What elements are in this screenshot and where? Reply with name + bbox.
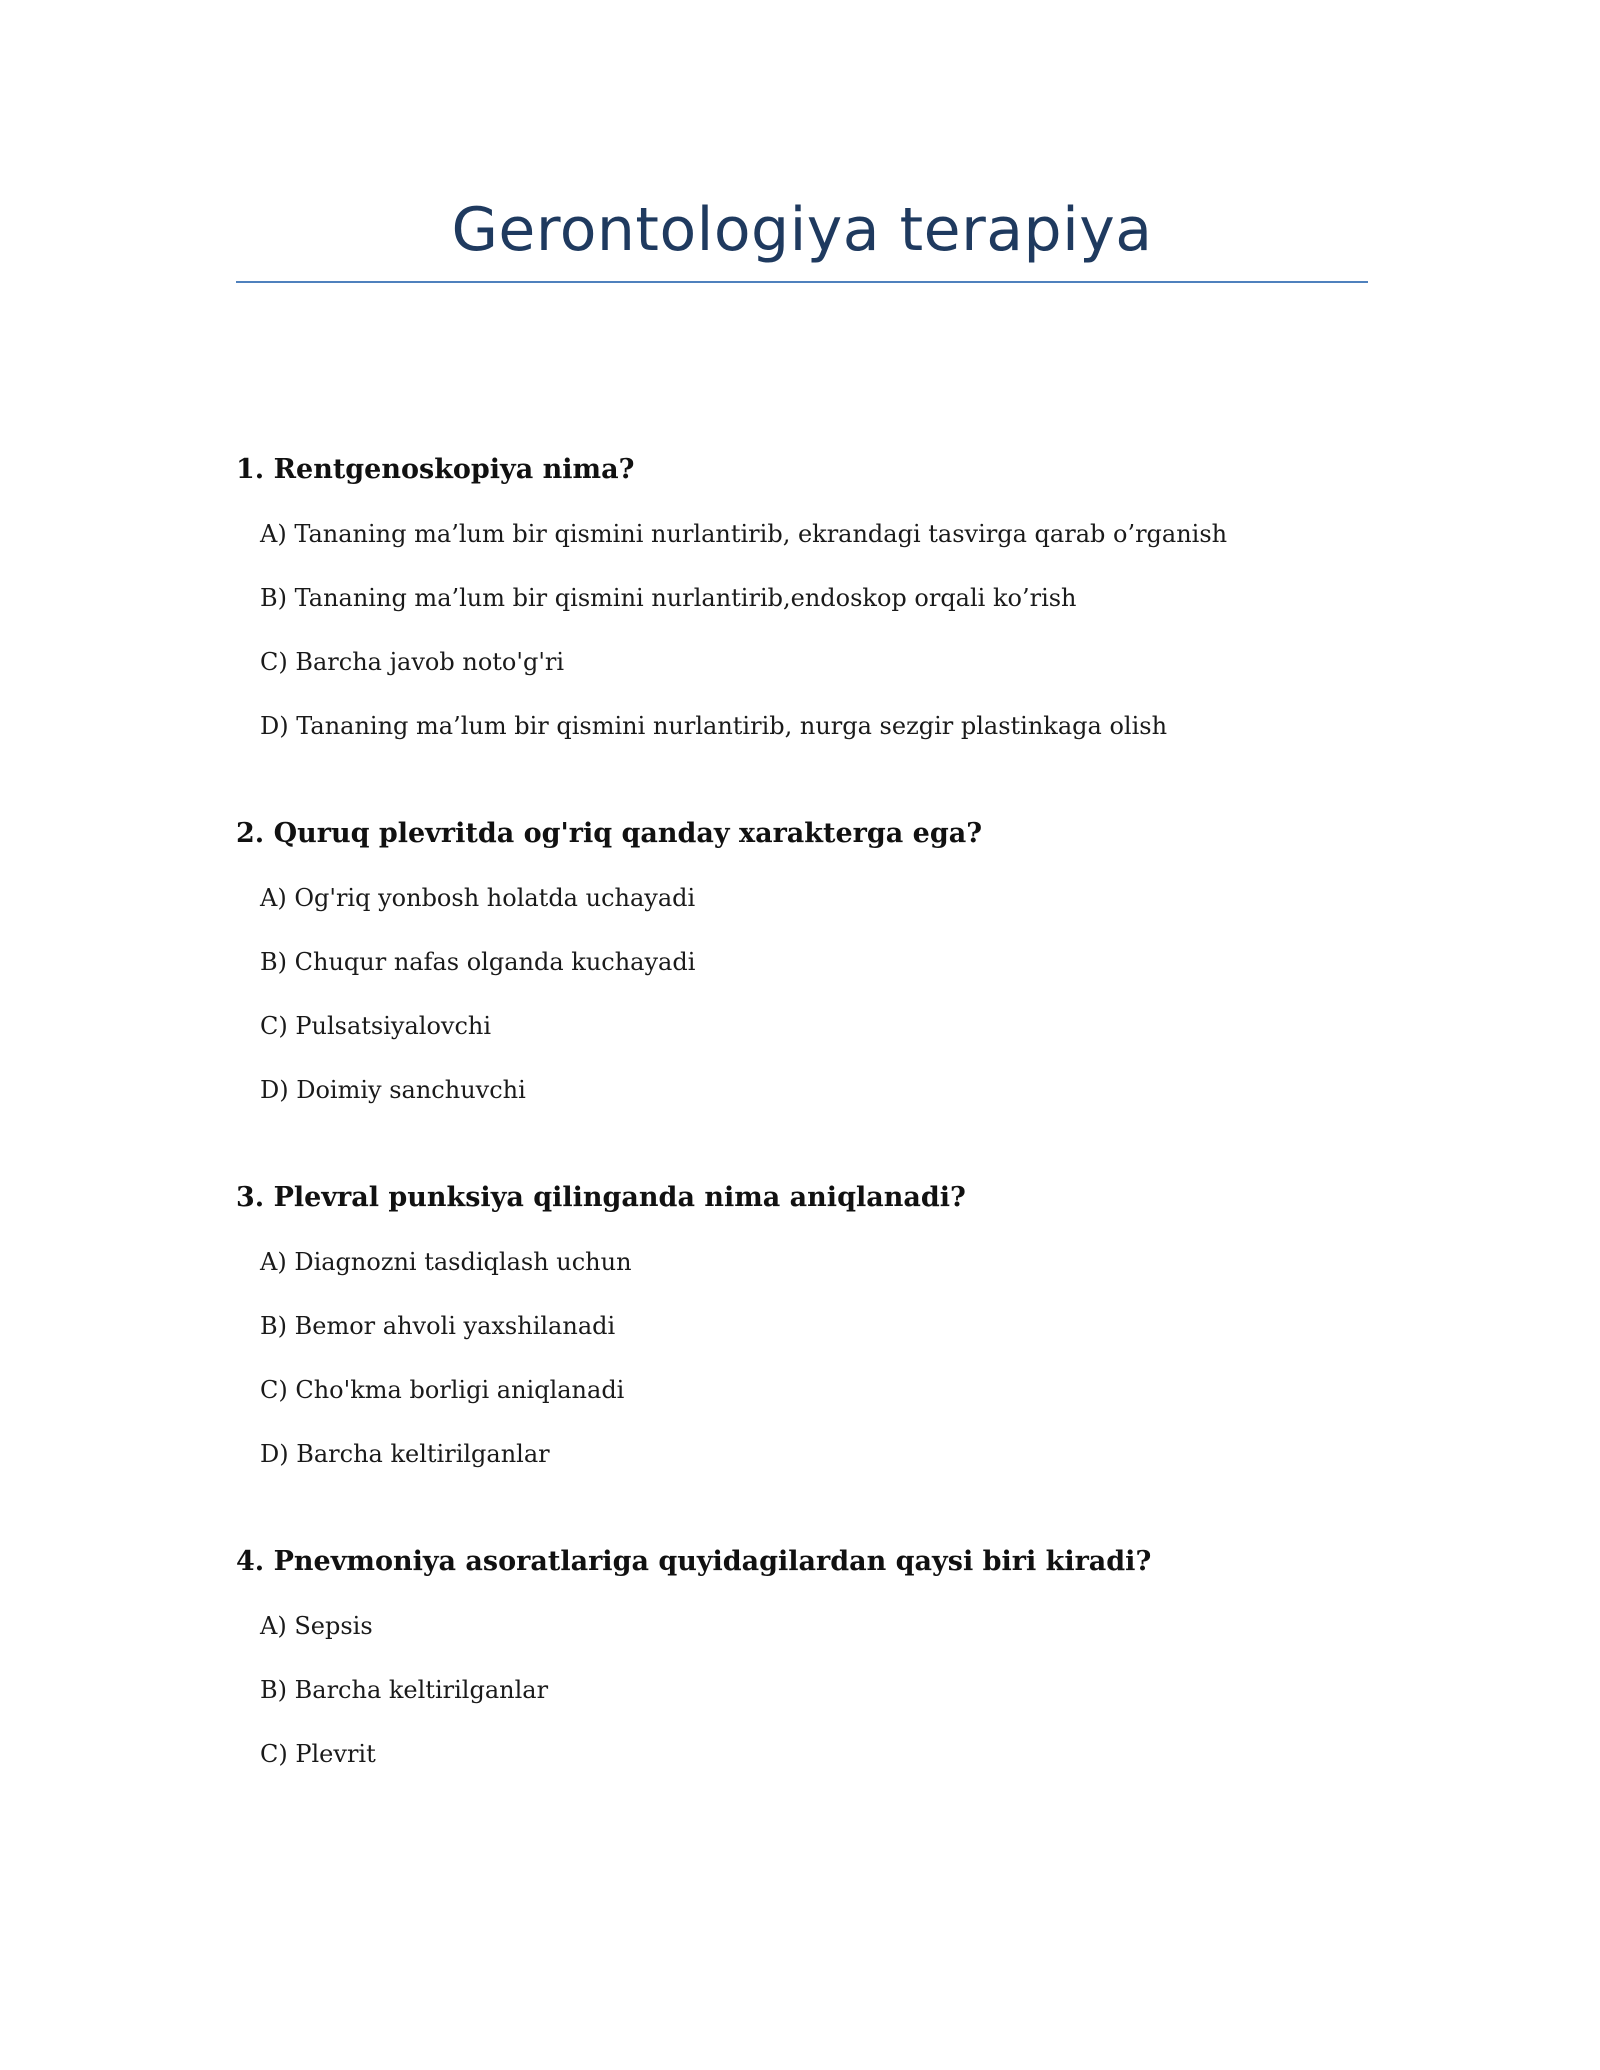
question-text: 3. Plevral punksiya qilinganda nima aniqlanadi?	[236, 1182, 966, 1213]
answer-options	[236, 1240, 1368, 1476]
answer-option-b: B) Tananing ma’lum bir qismini nurlantirib,endoskop orqali ko’rish	[260, 584, 1077, 612]
question-block	[236, 448, 1368, 748]
answer-option-b: B) Barcha keltirilganlar	[260, 1676, 549, 1704]
question-text: 1. Rentgenoskopiya nima?	[236, 454, 635, 485]
question-list	[236, 448, 1368, 1776]
answer-options	[236, 1604, 1368, 1776]
document-title: Gerontologiya terapiya	[451, 195, 1153, 265]
question-text: 4. Pnevmoniya asoratlariga quyidagilardan qaysi biri kiradi?	[236, 1546, 1152, 1577]
answer-option-b: B) Chuqur nafas olganda kuchayadi	[260, 948, 696, 976]
answer-option-c: C) Barcha javob noto'g'ri	[260, 648, 565, 676]
question-block	[236, 1540, 1368, 1776]
answer-option-b: B) Bemor ahvoli yaxshilanadi	[260, 1312, 616, 1340]
answer-options	[236, 512, 1368, 748]
answer-option-a: A) Diagnozni tasdiqlash uchun	[260, 1248, 632, 1276]
answer-option-d: D) Doimiy sanchuvchi	[260, 1076, 526, 1104]
title-divider	[236, 281, 1368, 283]
question-block	[236, 1176, 1368, 1476]
question-block	[236, 812, 1368, 1112]
answer-option-c: C) Plevrit	[260, 1740, 376, 1768]
answer-option-a: A) Sepsis	[260, 1612, 373, 1640]
question-text: 2. Quruq plevritda og'riq qanday xarakterga ega?	[236, 818, 983, 849]
answer-option-d: D) Barcha keltirilganlar	[260, 1440, 550, 1468]
answer-option-c: C) Pulsatsiyalovchi	[260, 1012, 492, 1040]
answer-option-c: C) Cho'kma borligi aniqlanadi	[260, 1376, 625, 1404]
answer-option-a: A) Tananing ma’lum bir qismini nurlantirib, ekrandagi tasvirga qarab o’rganish	[260, 520, 1228, 548]
answer-option-d: D) Tananing ma’lum bir qismini nurlantirib, nurga sezgir plastinkaga olish	[260, 712, 1168, 740]
answer-option-a: A) Og'riq yonbosh holatda uchayadi	[260, 884, 696, 912]
answer-options	[236, 876, 1368, 1112]
